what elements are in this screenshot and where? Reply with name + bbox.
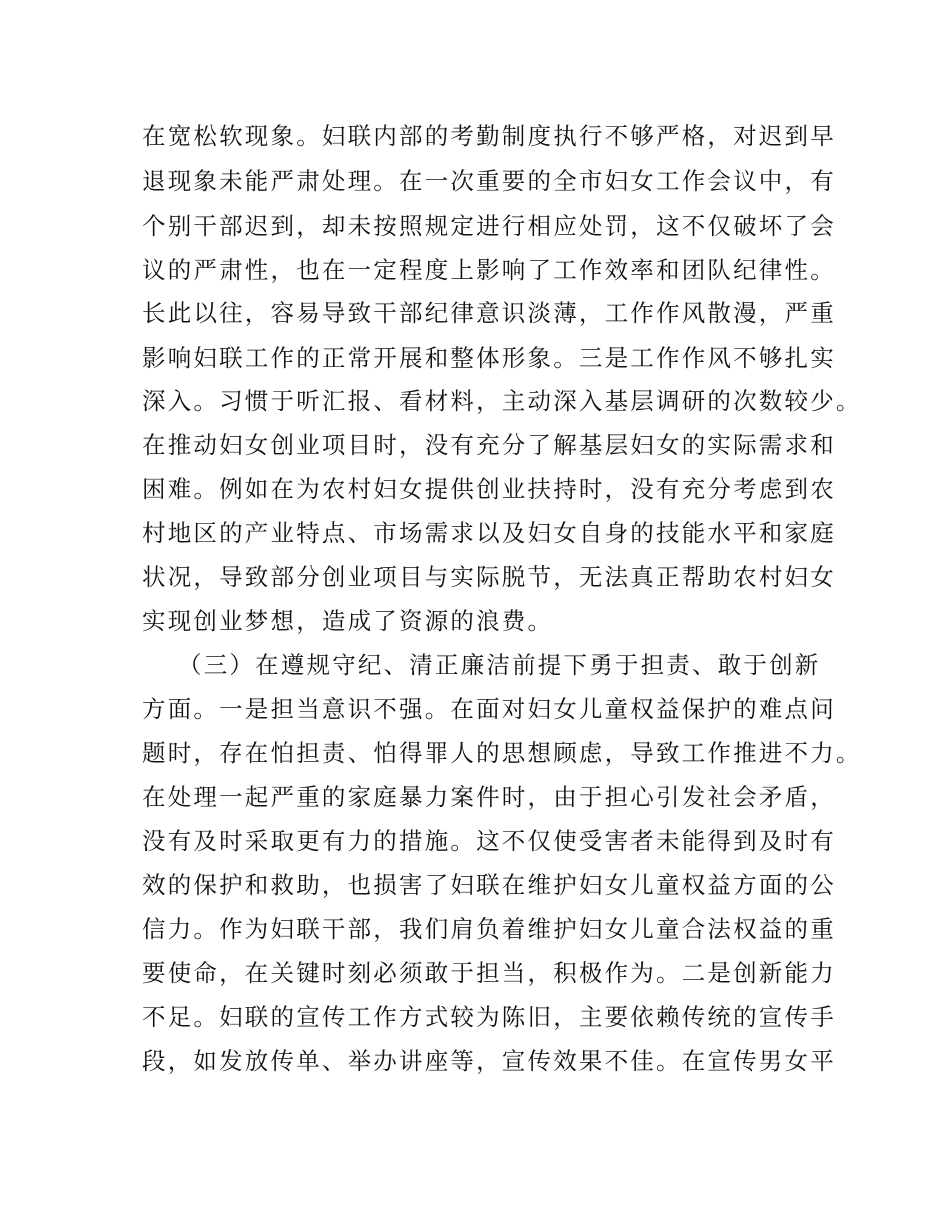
text-line: 退现象未能严肃处理。在一次重要的全市妇女工作会议中，有 [142,167,836,195]
text-line: 议的严肃性，也在一定程度上影响了工作效率和团队纪律性。 [142,256,836,284]
text-line: 要使命，在关键时刻必须敢于担当，积极作为。二是创新能力 [142,959,836,987]
text-line: 深入。习惯于听汇报、看材料，主动深入基层调研的次数较少。 [142,387,862,415]
section-heading-line: （三）在遵规守纪、清正廉洁前提下勇于担责、敢于创新 [178,651,821,679]
text-line: 不足。妇联的宣传工作方式较为陈旧，主要依赖传统的宣传手 [142,1003,836,1031]
text-line: 在处理一起严重的家庭暴力案件时，由于担心引发社会矛盾， [142,783,836,811]
text-line: 题时，存在怕担责、怕得罪人的思想顾虑，导致工作推进不力。 [142,739,862,767]
text-line: 信力。作为妇联干部，我们肩负着维护妇女儿童合法权益的重 [142,915,836,943]
text-line: 影响妇联工作的正常开展和整体形象。三是工作作风不够扎实 [142,344,836,372]
text-line: 村地区的产业特点、市场需求以及妇女自身的技能水平和家庭 [142,519,836,547]
text-line: 在推动妇女创业项目时，没有充分了解基层妇女的实际需求和 [142,431,836,459]
text-line: 困难。例如在为农村妇女提供创业扶持时，没有充分考虑到农 [142,475,836,503]
text-line: 段，如发放传单、举办讲座等，宣传效果不佳。在宣传男女平 [142,1047,836,1075]
text-line: 个别干部迟到，却未按照规定进行相应处罚，这不仅破坏了会 [142,212,836,240]
text-line: 状况，导致部分创业项目与实际脱节，无法真正帮助农村妇女 [142,563,836,591]
text-line: 长此以往，容易导致干部纪律意识淡薄，工作作风散漫，严重 [142,299,836,327]
text-line: 实现创业梦想，造成了资源的浪费。 [142,607,554,635]
text-line: 方面。一是担当意识不强。在面对妇女儿童权益保护的难点问 [142,695,836,723]
text-line: 在宽松软现象。妇联内部的考勤制度执行不够严格，对迟到早 [142,122,836,150]
text-line: 效的保护和救助，也损害了妇联在维护妇女儿童权益方面的公 [142,871,836,899]
text-line: 没有及时采取更有力的措施。这不仅使受害者未能得到及时有 [142,827,836,855]
